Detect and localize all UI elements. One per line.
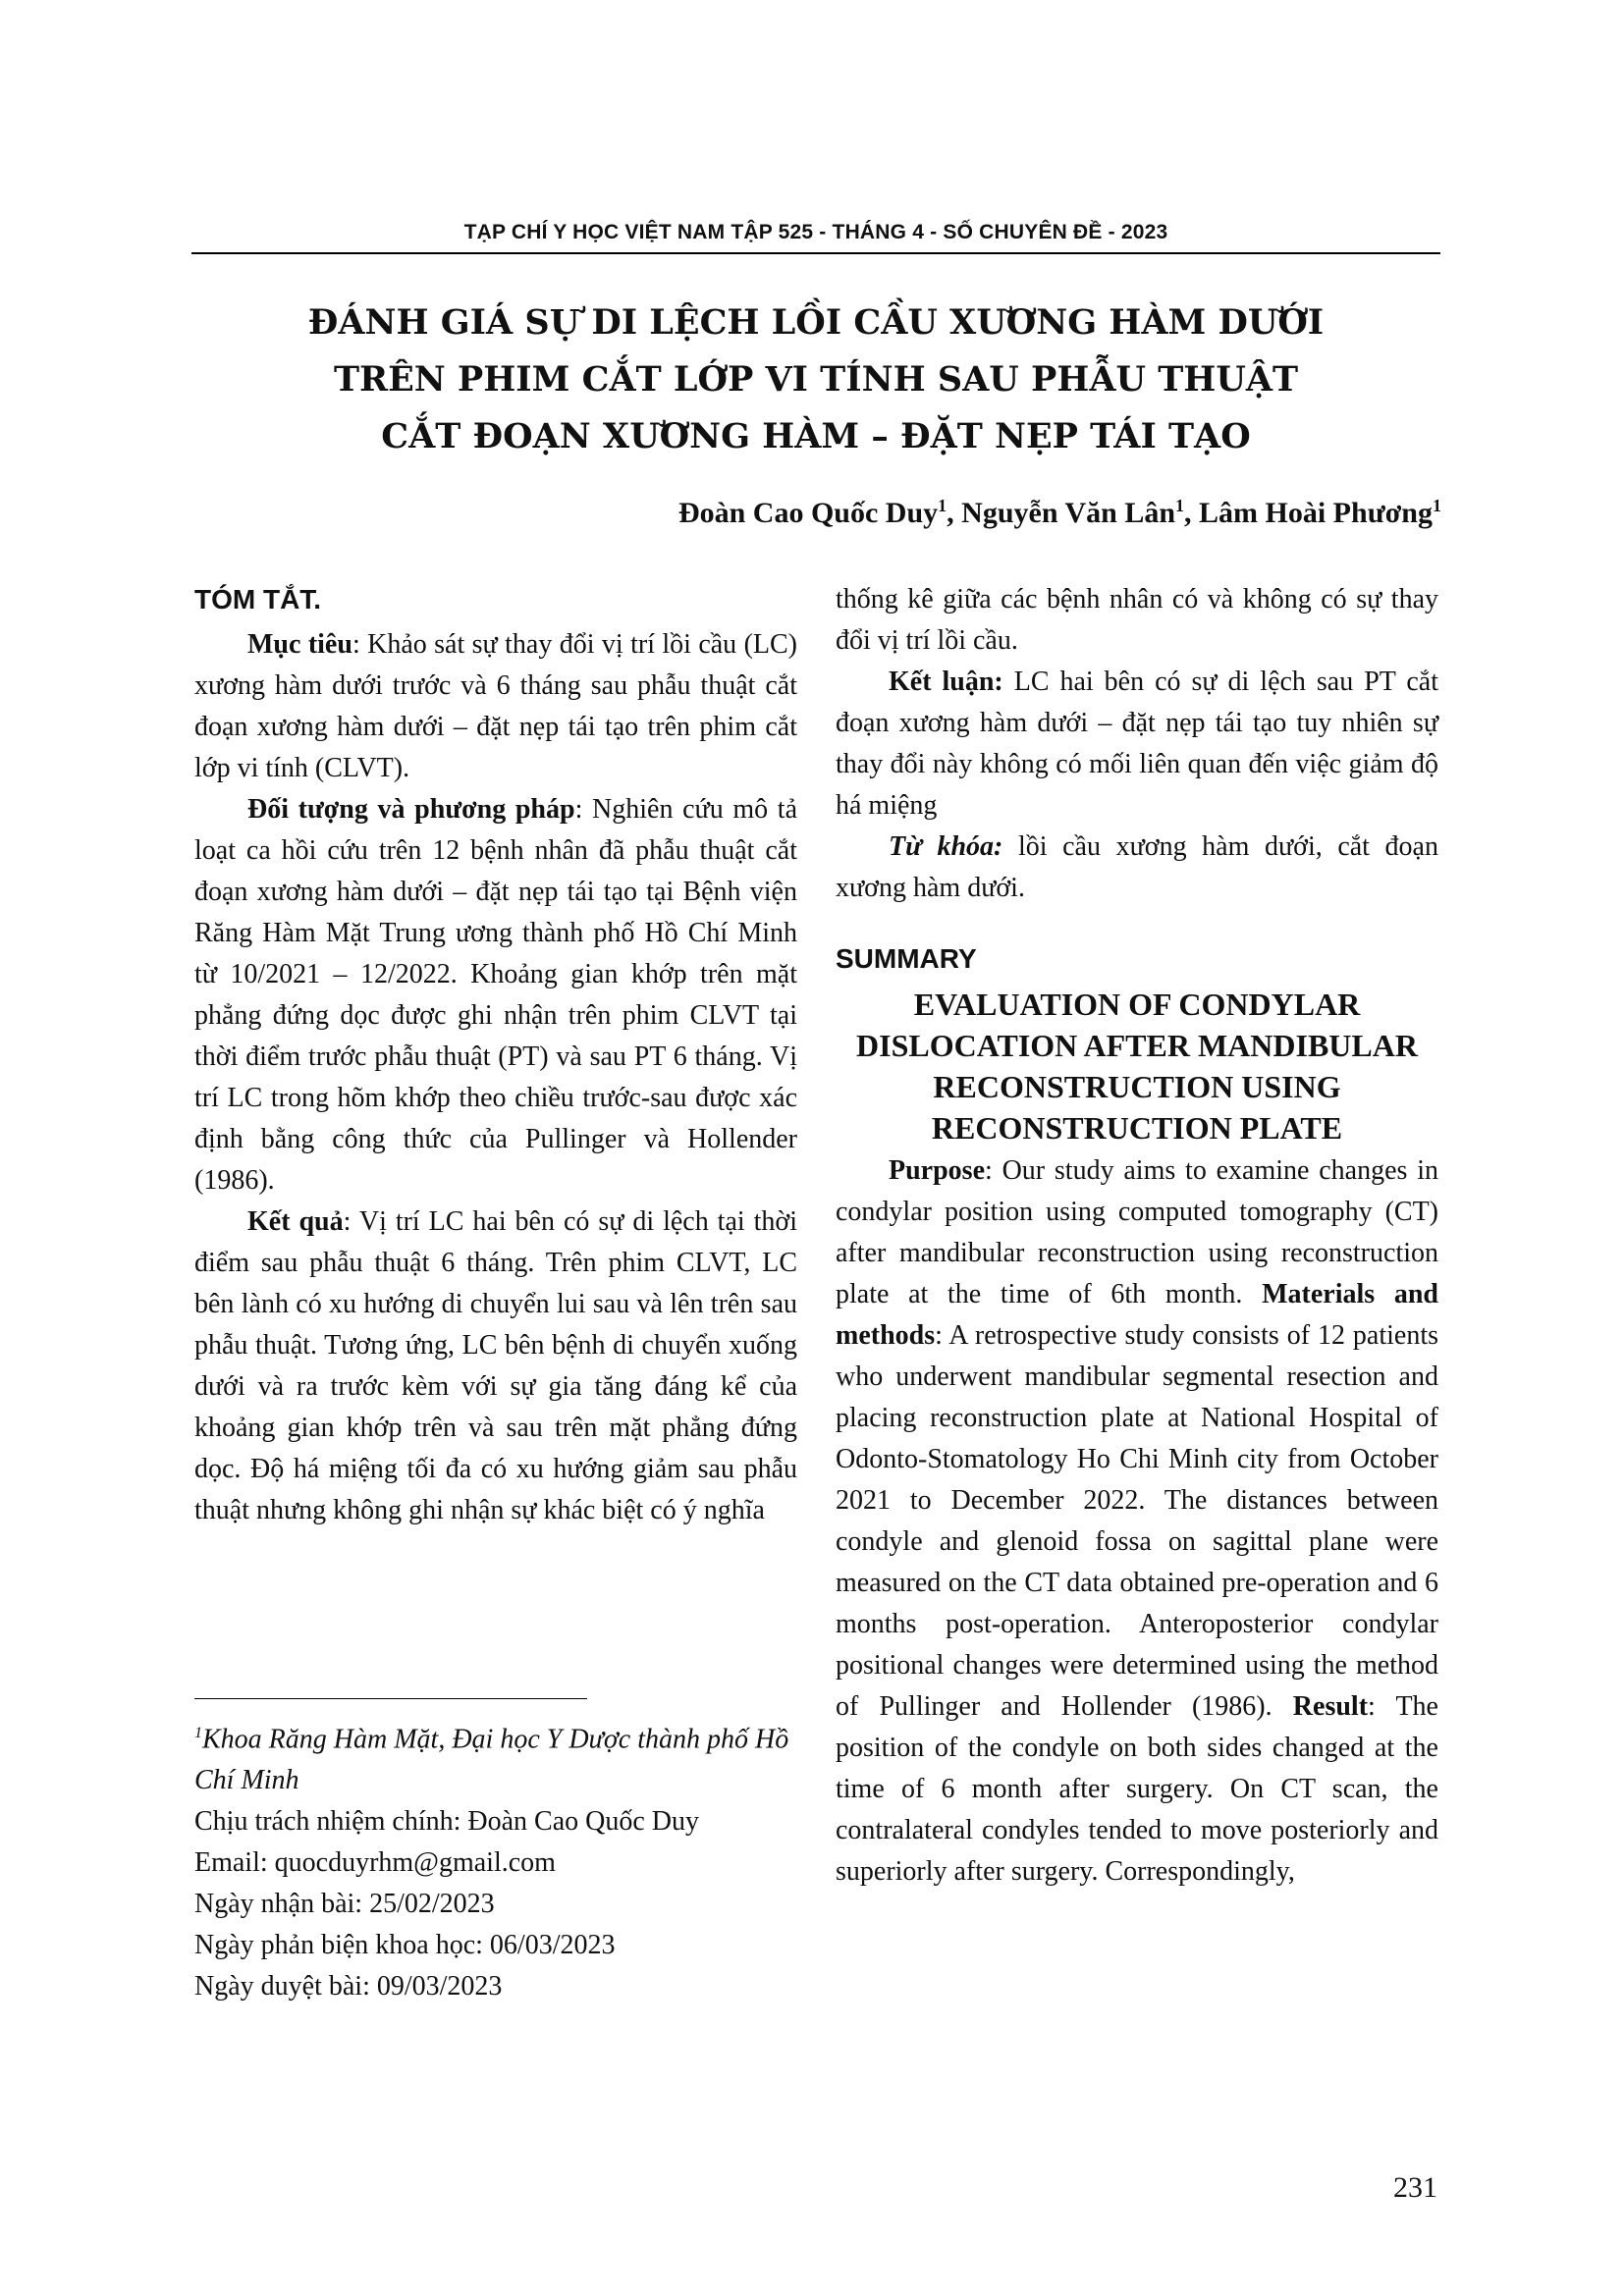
english-title-line-2: DISLOCATION AFTER MANDIBULAR — [856, 1028, 1418, 1063]
affiliation-text: Khoa Răng Hàm Mặt, Đại học Y Dược thành phố Hồ Chí Minh — [194, 1724, 789, 1796]
results-text: : Vị trí LC hai bên có sự di lệch tại thời điểm sau phẫu thuật 6 tháng. Trên phim CLVT, LC bên lành có xu hướng di chuyển lui sau và lên trên sau phẫu thuật. Tương ứng, LC bên bệnh di chuyển xuống dưới và ra trước kèm với sự gia tăng đáng kể của khoảng gian khớp trên và sau trên mặt phẳng đứng dọc. Độ há miệng tối đa có xu hướng giảm sau phẫu thuật nhưng không ghi nhận sự khác biệt có ý nghĩa — [194, 1206, 797, 1525]
keywords-paragraph — [836, 827, 1438, 909]
english-title — [836, 984, 1438, 1148]
objective-label: Mục tiêu — [247, 629, 352, 660]
objective-paragraph — [194, 624, 797, 789]
methods-paragraph — [194, 789, 797, 1201]
author-name: Lâm Hoài Phương — [1199, 497, 1433, 529]
summary-heading: SUMMARY — [836, 943, 977, 974]
keywords-text: lồi cầu xương hàm dưới, cắt đoạn xương hàm dưới. — [836, 831, 1438, 903]
title-line-2: TRÊN PHIM CẮT LỚP VI TÍNH SAU PHẪU THUẬT — [333, 359, 1299, 400]
footnote-rule — [194, 1698, 587, 1699]
author-separator: , — [947, 497, 962, 529]
results-paragraph — [194, 1201, 797, 1531]
responsible-author: Chịu trách nhiệm chính: Đoàn Cao Quốc Duy — [194, 1806, 700, 1838]
affiliation-note — [194, 1713, 803, 1801]
results-label: Kết quả — [247, 1206, 344, 1237]
right-column — [836, 579, 1438, 1893]
conclusion-paragraph — [836, 662, 1438, 827]
header-rule — [191, 252, 1440, 254]
footnotes — [194, 1713, 803, 2007]
methods-label: Đối tượng và phương pháp — [247, 794, 575, 825]
journal-header: TẠP CHÍ Y HỌC VIỆT NAM TẬP 525 - THÁNG 4 - SỐ CHUYÊN ĐỀ - 2023 — [463, 221, 1168, 243]
english-title-line-1: EVALUATION OF CONDYLAR — [913, 987, 1361, 1022]
materials-label: Materials and methods — [836, 1279, 1438, 1351]
author-separator: , — [1184, 497, 1200, 529]
received-date: Ngày nhận bài: 25/02/2023 — [194, 1889, 495, 1920]
materials-text: : A retrospective study consists of 12 patients who underwent mandibular segmental resection and placing reconstruction plate at National Hospital of Odonto-Stomatology Ho Chi Minh city from October 2021 to December 2022. The distances between condyle and glenoid fossa on sagittal plane were measured on the CT data obtained pre-operation and 6 months post-operation. Anteroposterior condylar positional changes were determined using the method of Pullinger and Hollender (1986). — [836, 1320, 1438, 1722]
author-affiliation-mark: 1 — [938, 496, 947, 515]
author-affiliation-mark: 1 — [1433, 496, 1441, 515]
title-line-3: CẮT ĐOẠN XƯƠNG HÀM – ĐẶT NẸP TÁI TẠO — [381, 416, 1251, 456]
purpose-label: Purpose — [889, 1155, 985, 1186]
abstract-heading: TÓM TẮT. — [194, 584, 322, 614]
review-date: Ngày phản biện khoa học: 06/03/2023 — [194, 1930, 616, 1961]
english-title-line-4: RECONSTRUCTION PLATE — [931, 1110, 1343, 1146]
results-continued: thống kê giữa các bệnh nhân có và không có sự thay đổi vị trí lồi cầu. — [836, 584, 1438, 656]
result-text: : The position of the condyle on both sides changed at the time of 6 month after surgery. On CT scan, the contralateral condyles tended to move posteriorly and superiorly after surgery. Correspondingly, — [836, 1691, 1438, 1887]
conclusion-label: Kết luận: — [889, 667, 1003, 697]
purpose-text: : Our study aims to examine changes in condylar position using computed tomography (CT) after mandibular reconstruction using reconstruction plate at the time of 6th month. — [836, 1155, 1438, 1309]
email-line: Email: quocduyrhm@gmail.com — [194, 1847, 556, 1879]
article-title — [191, 294, 1440, 465]
left-column — [194, 579, 797, 1531]
author-list — [678, 496, 1441, 530]
affiliation-mark: 1 — [194, 1725, 202, 1741]
conclusion-text: LC hai bên có sự di lệch sau PT cắt đoạn xương hàm dưới – đặt nẹp tái tạo tuy nhiên sự thay đổi này không có mối liên quan đến việc giảm độ há miệng — [836, 667, 1438, 821]
english-abstract-paragraph — [836, 1150, 1438, 1893]
result-label: Result — [1292, 1691, 1369, 1722]
author-affiliation-mark: 1 — [1175, 496, 1185, 515]
keywords-label: Từ khóa: — [889, 831, 1003, 862]
title-line-1: ĐÁNH GIÁ SỰ DI LỆCH LỒI CẦU XƯƠNG HÀM DƯỚI — [307, 302, 1325, 343]
page-number: 231 — [1393, 2171, 1437, 2204]
objective-text: : Khảo sát sự thay đổi vị trí lồi cầu (LC) xương hàm dưới trước và 6 tháng sau phẫu thuật cắt đoạn xương hàm dưới – đặt nẹp tái tạo trên phim cắt lớp vi tính (CLVT). — [194, 629, 798, 783]
author-name: Nguyễn Văn Lân — [961, 497, 1176, 529]
english-title-line-3: RECONSTRUCTION USING — [933, 1069, 1341, 1104]
author-name: Đoàn Cao Quốc Duy — [677, 497, 939, 529]
accepted-date: Ngày duyệt bài: 09/03/2023 — [194, 1971, 503, 2002]
methods-text: : Nghiên cứu mô tả loạt ca hồi cứu trên 12 bệnh nhân đã phẫu thuật cắt đoạn xương hàm dưới – đặt nẹp tái tạo tại Bệnh viện Răng Hàm Mặt Trung ương thành phố Hồ Chí Minh từ 10/2021 – 12/2022. Khoảng gian khớp trên mặt phẳng đứng dọc được ghi nhận trên phim CLVT tại thời điểm trước phẫu thuật (PT) và sau PT 6 tháng. Vị trí LC trong hõm khớp theo chiều trước-sau được xác định bằng công thức của Pullinger và Hollender (1986). — [194, 794, 797, 1196]
